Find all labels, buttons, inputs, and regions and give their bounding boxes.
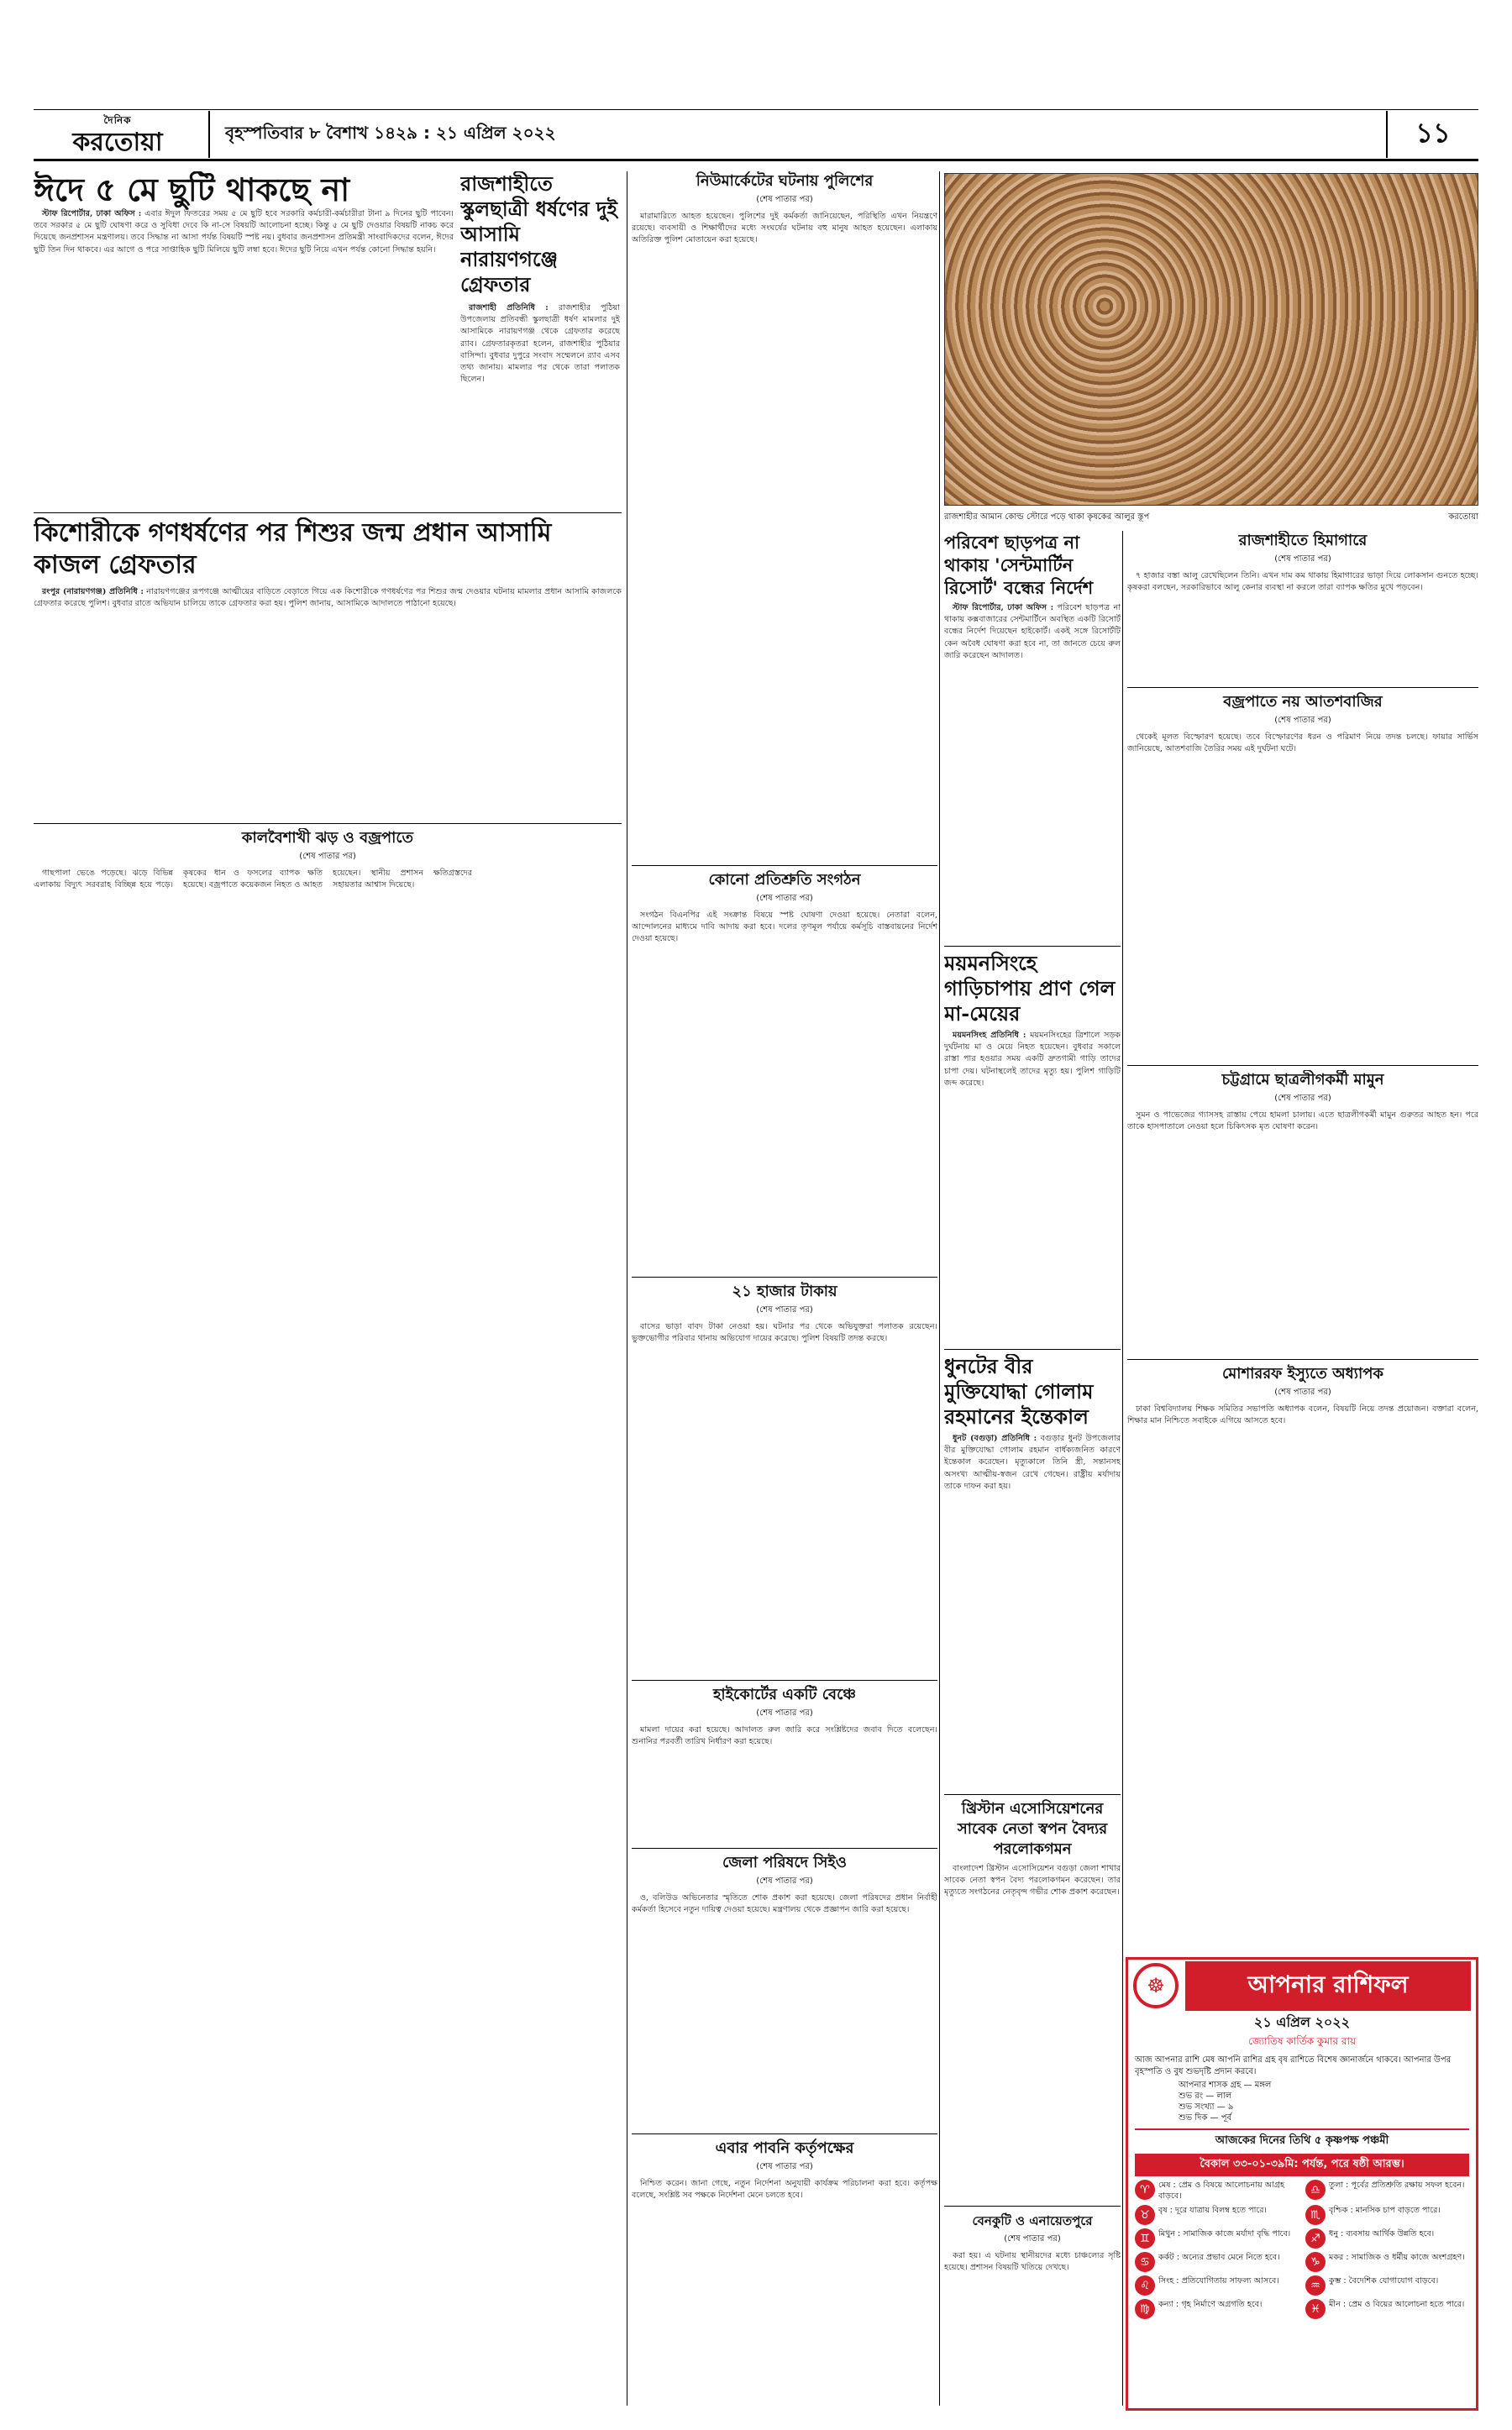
article-body: ময়মনসিংহের ত্রিশালে সড়ক দুর্ঘটনায় মা ও মেয়ে নিহত হয়েছেন। বুধবার সকালে রাস্তা পার হওয়ার সময় একটি দ্রুতগামী গাড়ি তাদের চাপা দেয়। ঘটনাস্থলেই তাদের মৃত্যু হয়। পুলিশ গাড়িটি জব্দ করেছে। [944, 1031, 1121, 1088]
zodiac-sign: ♊ মিথুন : সামাজিক কাজে মর্যাদা বৃদ্ধি পাবে। [1135, 2228, 1299, 2249]
newspaper-logo: দৈনিক করতোয়া [34, 111, 210, 158]
capricorn-icon: ♑ [1305, 2252, 1326, 2272]
continued-label: (শেষ পাতার পর) [1274, 716, 1331, 725]
libra-icon: ♎ [1305, 2180, 1326, 2200]
virgo-icon: ♍ [1135, 2299, 1155, 2319]
byline: স্টাফ রিপোর্টার, ঢাকা অফিস : [42, 209, 142, 218]
zodiac-sign: ♐ ধনু : ব্যবসায় আর্থিক উন্নতি হবে। [1305, 2228, 1469, 2249]
horoscope-date: ২১ এপ্রিল ২০২২ [1253, 2014, 1351, 2030]
article-zila [632, 1853, 937, 2130]
article-eid [34, 171, 454, 423]
article-body: থেকেই মূলত বিস্ফোরণ হয়েছে। তবে বিস্ফোরণের ধরন ও পরিমাণ নিয়ে তদন্ত চলছে। ফায়ার সার্ভিস জানিয়েছে, আতশবাজি তৈরির সময় এই দুর্ঘটনা ঘটে। [1127, 732, 1478, 754]
headline: রাজশাহীতে স্কুলছাত্রী ধর্ষণের দুই আসামি নারায়ণগঞ্জে গ্রেফতার [460, 171, 618, 297]
tithi-heading: আজকের দিনের তিথি ৫ কৃষ্ণপক্ষ পঞ্চমী [1135, 2128, 1469, 2150]
zodiac-sign: ♌ সিংহ : প্রতিযোগিতায় সাফল্য আসবে। [1135, 2275, 1299, 2296]
dateline: বৃহস্পতিবার ৮ বৈশাখ ১৪২৯ : ২১ এপ্রিল ২০২২ [225, 122, 556, 143]
headline: ২১ হাজার টাকায় [732, 1283, 837, 1300]
article-twentyone [632, 1282, 937, 1677]
zodiac-sign: ♉ বৃষ : দূরে যাত্রায় বিলম্ব হতে পারে। [1135, 2205, 1299, 2225]
zodiac-sign: ♓ মীন : প্রেম ও বিয়ের আলোচনা হতে পারে। [1305, 2299, 1469, 2319]
scorpio-icon: ♏ [1305, 2205, 1326, 2225]
continued-label: (শেষ পাতার পর) [756, 1305, 813, 1315]
headline: বজ্রপাতে নয় আতশবাজির [1223, 693, 1383, 711]
article-sangathan [632, 870, 937, 1273]
horoscope-intro: আজ আপনার রাশি মেষ আপনি রাশির গ্রহ বৃষ রাশিতে বিশেষ জ্ঞানার্জনে থাকবে। আপনার উপর বৃহস্পতি ও বুধ শুভদৃষ্টি প্রদান করবে। [1135, 2055, 1452, 2076]
headline: মোশাররফ ইস্যুতে অধ্যাপক [1221, 1365, 1384, 1383]
page-number: ১১ [1386, 111, 1478, 158]
photo-caption: রাজশাহীর আমান কোল্ড স্টোরে পড়ে থাকা কৃষকের আলুর স্তূপ করতোয়া [944, 511, 1478, 525]
article-christian [944, 1799, 1121, 2202]
aquarius-icon: ♒ [1305, 2275, 1326, 2296]
article-body: মারামারিতে আহত হয়েছেন। পুলিশের দুই কর্মকর্তা জানিয়েছেন, পরিস্থিতি এখন নিয়ন্ত্রণে রয়েছে। ব্যবসায়ী ও শিক্ষার্থীদের মধ্যে সংঘর্ষের ঘটনায় বহু মানুষ আহত হয়েছেন। এলাকায় অতিরিক্ত পুলিশ মোতায়েন করা হয়েছে। [632, 212, 937, 245]
headline: খ্রিস্টান এসোসিয়েশনের সাবেক নেতা স্বপন বৈদ্যর পরলোকগমন [957, 1800, 1108, 1858]
continued-label: (শেষ পাতার পর) [756, 2162, 813, 2171]
horoscope-title: আপনার রাশিফল [1185, 1961, 1471, 2011]
headline: কিশোরীকে গণধর্ষণের পর শিশুর জন্ম প্রধান আসামি কাজল গ্রেফতার [34, 518, 552, 580]
zodiac-sign: ♏ বৃশ্চিক : মানসিক চাপ বাড়তে পারে। [1305, 2205, 1469, 2225]
article-body: সুমন ও পাভেজের গ্যাসসহ রাস্তায় পেয়ে হামলা চালায়। এতে ছাত্রলীগকর্মী মামুন গুরুতর আহত হন। পরে তাকে হাসপাতালে নেওয়া হলে চিকিৎসক মৃত ঘোষণা করেন। [1127, 1110, 1478, 1132]
continued-label: (শেষ পাতার পর) [1004, 2234, 1061, 2244]
article-mymensingh: ময়মনসিংহে গাড়িচাপায় প্রাণ গেল মা-মেয়ের ময়মনসিংহ প্রতিনিধি : ময়মনসিংহের ত্রিশালে সড়ক দুর্ঘটনায় মা ও মেয়ে নিহত হয়েছেন। বুধবার সকালে রাস্তা পার হওয়ার সময় একটি দ্রুতগামী গাড়ি তাদের চাপা দেয়। ঘটনাস্থলেই তাদের মৃত্যু হয়। পুলিশ গাড়িটি জব্দ করেছে। [944, 951, 1121, 1088]
zodiac-sign: ♑ মকর : সামাজিক ও ধর্মীয় কাজে অংশগ্রহণ। [1305, 2252, 1469, 2272]
continued-label: (শেষ পাতার পর) [1274, 1388, 1331, 1397]
zodiac-sign: ♋ কর্কট : অন্যের প্রভাব মেনে নিতে হবে। [1135, 2252, 1299, 2272]
article-moshiur [1127, 1364, 1478, 1952]
article-body: বাসের ভাড়া বাবদ টাকা নেওয়া হয়। ঘটনার পর থেকে অভিযুক্তরা পলাতক রয়েছেন। ভুক্তভোগীর পরিবার থানায় অভিযোগ দায়ের করেছে। পুলিশ বিষয়টি তদন্ত করছে। [632, 1322, 937, 1344]
article-poribesh: পরিবেশ ছাড়পত্র না থাকায় 'সেন্টমার্টিন রিসোর্ট' বন্ধের নির্দেশ স্টাফ রিপোর্টার, ঢাকা অফিস : পরিবেশ ছাড়পত্র না থাকায় কক্সবাজারের সেন্টমার্টিনে অবস্থিত একটি রিসোর্ট বন্ধের নির্দেশ দিয়েছেন হাইকোর্ট। একই সঙ্গে রিসোর্টটি কেন অবৈধ ঘোষণা করা হবে না, তা জানতে চেয়ে রুল জারি করেছেন আদালত। [944, 532, 1121, 660]
masthead [34, 109, 1478, 161]
article-chattogram [1127, 1070, 1478, 1356]
article-pabna [632, 2139, 937, 2407]
sagittarius-icon: ♐ [1305, 2228, 1326, 2249]
zodiac-sign: ♍ কন্যা : গৃহ নির্মাণে অগ্রগতি হবে। [1135, 2299, 1299, 2319]
article-body: ৭ হাজার বস্তা আলু রেখেছিলেন তিনি। এখন দাম কম থাকায় হিমাগারের ভাড়া দিয়ে লোকসান গুনতে হচ্ছে। কৃষকরা বলছেন, সরকারিভাবে আলু কেনার ব্যবস্থা না করলে তারা ব্যাপক ক্ষতির মুখে পড়বেন। [1127, 571, 1478, 593]
headline: হাইকোর্টের একটি বেঞ্চে [712, 1686, 857, 1703]
headline: এবার পাবনি কর্তৃপক্ষের [715, 2139, 854, 2157]
article-body: মামলা দায়ের করা হয়েছে। আদালত রুল জারি করে সংশ্লিষ্টদের জবাব দিতে বলেছেন। শুনানির পরবর্তী তারিখ নির্ধারণ করা হয়েছে। [632, 1725, 937, 1747]
zodiac-sign-grid [1128, 2180, 1476, 2319]
photo-credit: করতোয়া [1448, 512, 1478, 522]
horoscope-author: জ্যোতিষ কার্তিক কুমার রায় [1247, 2035, 1357, 2047]
continued-label: (শেষ পাতার পর) [299, 852, 356, 861]
headline: ধুনটের বীর মুক্তিযোদ্ধা গোলাম রহমানের ইন্তেকাল [944, 1354, 1094, 1429]
article-dhunat: ধুনটের বীর মুক্তিযোদ্ধা গোলাম রহমানের ইন্তেকাল ধুনট (বগুড়া) প্রতিনিধি : বগুড়ার ধুনট উপজেলার বীর মুক্তিযোদ্ধা গোলাম রহমান বার্ধক্যজনিত কারণে ইন্তেকাল করেছেন। মৃত্যুকালে তিনি স্ত্রী, সন্তানসহ অসংখ্য আত্মীয়-স্বজন রেখে গেছেন। রাষ্ট্রীয় মর্যাদায় তাকে দাফন করা হয়। [944, 1354, 1121, 1491]
article-body: গাছপালা ভেঙে পড়েছে। ঝড়ে বিভিন্ন এলাকায় বিদ্যুৎ সরবরাহ বিচ্ছিন্ন হয়ে পড়ে। কৃষকের ধান ও ফসলের ব্যাপক ক্ষতি হয়েছে। বজ্রপাতে কয়েকজন নিহত ও আহত হয়েছেন। স্থানীয় প্রশাসন ক্ষতিগ্রস্তদের সহায়তার আশ্বাস দিয়েছে। [34, 869, 472, 890]
leo-icon: ♌ [1135, 2275, 1155, 2296]
headline: নিউমার্কেটের ঘটনায় পুলিশের [696, 172, 874, 190]
zodiac-sign: ♈ মেষ : প্রেম ও বিষয়ে আলোচনায় আগ্রহ বাড়বে। [1135, 2180, 1299, 2202]
article-bankruptcy [944, 2211, 1121, 2407]
article-body: রাজশাহীর পুঠিয়া উপজেলায় প্রতিবন্ধী স্কুলছাত্রী ধর্ষণ মামলার দুই আসামিকে নারায়ণগঞ্জ থেকে গ্রেফতার করেছে র‍্যাব। গ্রেফতারকৃতরা হলেন, রাজশাহীর পুঠিয়ার বাসিন্দা। বুধবার দুপুরে সংবাদ সম্মেলনে র‍্যাব এসব তথ্য জানায়। মামলার পর থেকে তারা পলাতক ছিলেন। [460, 303, 620, 385]
headline: ঈদে ৫ মে ছুটি থাকছে না [34, 171, 350, 208]
article-highcourt [632, 1685, 937, 1845]
headline: রাজশাহীতে হিমাগারে [1238, 532, 1368, 549]
taurus-icon: ♉ [1135, 2205, 1155, 2225]
continued-label: (শেষ পাতার পর) [756, 894, 813, 903]
article-body: সংগঠন বিএনপির এই সংক্রান্ত বিষয়ে স্পষ্ট ঘোষণা দেওয়া হয়েছে। নেতারা বলেন, আন্দোলনের মাধ্যমে দাবি আদায় করা হবে। দলের তৃণমূল পর্যায়ে কর্মসূচি বাস্তবায়নের নির্দেশ দেওয়া হয়েছে। [632, 911, 937, 944]
article-body: ও, বলিউড অভিনেতার স্মৃতিতে শোক প্রকাশ করা হয়েছে। জেলা পরিষদের প্রধান নির্বাহী কর্মকর্তা হিসেবে নতুন দায়িত্ব দেওয়া হয়েছে। মন্ত্রণালয় থেকে প্রজ্ঞাপন জারি করা হয়েছে। [632, 1893, 937, 1915]
headline: কোনো প্রতিশ্রুতি সংগঠন [708, 871, 861, 889]
gemini-icon: ♊ [1135, 2228, 1155, 2249]
cancer-icon: ♋ [1135, 2252, 1155, 2272]
article-body: নারায়ণগঞ্জের রূপগঞ্জে আত্মীয়ের বাড়িতে বেড়াতে গিয়ে এক কিশোরীকে গণধর্ষণের পর শিশুর জন্ম দেওয়ার ঘটনায় মামলার প্রধান আসামি কাজলকে গ্রেফতার করেছে পুলিশ। বুধবার রাতে অভিযান চালিয়ে তাকে গ্রেফতার করা হয়। পুলিশ জানায়, আসামিকে আদালতে পাঠানো হয়েছে। [34, 587, 622, 609]
article-body: করা হয়। এ ঘটনায় স্থানীয়দের মধ্যে চাঞ্চল্যের সৃষ্টি হয়েছে। প্রশাসন বিষয়টি খতিয়ে দেখছে। [944, 2251, 1121, 2273]
article-body: বগুড়ার ধুনট উপজেলার বীর মুক্তিযোদ্ধা গোলাম রহমান বার্ধক্যজনিত কারণে ইন্তেকাল করেছেন। মৃত্যুকালে তিনি স্ত্রী, সন্তানসহ অসংখ্য আত্মীয়-স্বজন রেখে গেছেন। রাষ্ট্রীয় মর্যাদায় তাকে দাফন করা হয়। [944, 1434, 1121, 1491]
continued-label: (শেষ পাতার পর) [756, 1876, 813, 1886]
continued-label: (শেষ পাতার পর) [1274, 554, 1331, 564]
continued-label: (শেষ পাতার পর) [1274, 1094, 1331, 1103]
article-body: ঢাকা বিশ্ববিদ্যালয় শিক্ষক সমিতির সভাপতি অধ্যাপক বলেন, বিষয়টি নিয়ে তদন্ত প্রয়োজন। বক্তারা বলেন, শিক্ষার মান নিশ্চিতে সবাইকে এগিয়ে আসতে হবে। [1127, 1404, 1478, 1426]
planet-list: আপনার শাসক গ্রহ — মঙ্গল শুভ রং — লাল শুভ সংখ্যা — ৯ শুভ দিক — পূর্ব [1179, 2081, 1272, 2123]
article-body: বাংলাদেশ খ্রিস্টান এসোসিয়েশন বগুড়া জেলা শাখার সাবেক নেতা স্বপন বৈদ্য পরলোকগমন করেছেন। তার মৃত্যুতে সংগঠনের নেতৃবৃন্দ গভীর শোক প্রকাশ করেছেন। [944, 1864, 1121, 1897]
tithi-time: বৈকাল ৩৩-০১-৩৯মি: পর্যন্ত, পরে ষষ্ঠী আরম্ভ। [1135, 2154, 1469, 2176]
horoscope-box [1126, 1957, 1478, 2411]
pisces-icon: ♓ [1305, 2299, 1326, 2319]
zodiac-sign: ♎ তুলা : পূর্বের প্রতিশ্রুতি রক্ষায় সফল হবেন। [1305, 2180, 1469, 2202]
headline: বেনকুটি ও এনায়েতপুরে [972, 2213, 1093, 2228]
article-bajrapat [1127, 692, 1478, 1062]
article-himagar [1127, 531, 1478, 682]
article-body: নিশ্চিত করেন। জানা গেছে, নতুন নির্দেশনা অনুযায়ী কার্যক্রম পরিচালনা করা হবে। কর্তৃপক্ষ বলেছে, সংশ্লিষ্ট সব পক্ষকে নির্দেশনা মেনে চলতে হবে। [632, 2179, 937, 2201]
potato-photo [944, 173, 1478, 506]
continued-label: (শেষ পাতার পর) [756, 1708, 813, 1718]
aries-icon: ♈ [1135, 2180, 1155, 2200]
continued-label: (শেষ পাতার পর) [756, 195, 813, 204]
article-kalbaishakhi [34, 828, 622, 2407]
article-body: পরিবেশ ছাড়পত্র না থাকায় কক্সবাজারের সেন্টমার্টিনে অবস্থিত একটি রিসোর্ট বন্ধের নির্দেশ দিয়েছেন হাইকোর্ট। একই সঙ্গে রিসোর্টটি কেন অবৈধ ঘোষণা করা হবে না, তা জানতে চেয়ে রুল জারি করেছেন আদালত। [944, 603, 1121, 660]
headline: জেলা পরিষদে সিইও [722, 1854, 848, 1871]
article-rajshahi-rape: রাজশাহীতে স্কুলছাত্রী ধর্ষণের দুই আসামি নারায়ণগঞ্জে গ্রেফতার রাজশাহী প্রতিনিধি : রাজশাহীর পুঠিয়া উপজেলায় প্রতিবন্ধী স্কুলছাত্রী ধর্ষণ মামলার দুই আসামিকে নারায়ণগঞ্জ থেকে গ্রেফতার করেছে র‍্যাব। গ্রেফতারকৃতরা হলেন, রাজশাহীর পুঠিয়ার বাসিন্দা। বুধবার দুপুরে সংবাদ সম্মেলনে র‍্যাব এসব তথ্য জানায়। মামলার পর থেকে তারা পলাতক ছিলেন। [460, 171, 620, 385]
article-newmarket [632, 171, 937, 860]
headline: পরিবেশ ছাড়পত্র না থাকায় 'সেন্টমার্টিন রিসোর্ট' বন্ধের নির্দেশ [944, 532, 1094, 598]
article-body: এবার ঈদুল ফিতরের সময় ৫ মে ছুটি হবে সরকারি কর্মচারী-কর্মচারীরা টানা ৯ দিনের ছুটি পাবেন। তবে সরকার ৫ মে ছুটি ঘোষণা করে ও সুবিধা দেবে কি না-সে বিষয়টি আলোচনা হচ্ছে। কিন্তু ৫ মে ছুটি দেওয়ার বিষয়টি নাকচ করে দিয়েছে জনপ্রশাসন মন্ত্রণালয়। তবে সিদ্ধান্ত না আসা পর্যন্ত বিষয়টি স্পষ্ট নয়। বুধবার জনপ্রশাসন প্রতিমন্ত্রী সাংবাদিকদের বলেন, ঈদের ছুটি তিন দিন থাকবে। এর আগে ও পরে সাপ্তাহিক ছুটি মিলিয়ে ছুটি লম্বা হবে। ঈদের ছুটি নিয়ে এখন পর্যন্ত কোনো সিদ্ধান্ত হয়নি। [34, 209, 454, 255]
article-kishori: কিশোরীকে গণধর্ষণের পর শিশুর জন্ম প্রধান আসামি কাজল গ্রেফতার রংপুর (নারায়ণগঞ্জ) প্রতিনিধি : নারায়ণগঞ্জের রূপগঞ্জে আত্মীয়ের বাড়িতে বেড়াতে গিয়ে এক কিশোরীকে গণধর্ষণের পর শিশুর জন্ম দেওয়ার ঘটনায় মামলার প্রধান আসামি কাজলকে গ্রেফতার করেছে পুলিশ। বুধবার রাতে অভিযান চালিয়ে তাকে গ্রেফতার করা হয়। পুলিশ জানায়, আসামিকে আদালতে পাঠানো হয়েছে। [34, 518, 622, 609]
headline: ময়মনসিংহে গাড়িচাপায় প্রাণ গেল মা-মেয়ের [944, 951, 1116, 1026]
zodiac-wheel-icon: ☸ [1133, 1963, 1179, 2008]
zodiac-sign: ♒ কুম্ভ : বৈদেশিক যোগাযোগ বাড়বে। [1305, 2275, 1469, 2296]
headline: কালবৈশাখী ঝড় ও বজ্রপাতে [241, 829, 414, 847]
headline: চট্টগ্রামে ছাত্রলীগকর্মী মামুন [1221, 1071, 1384, 1089]
